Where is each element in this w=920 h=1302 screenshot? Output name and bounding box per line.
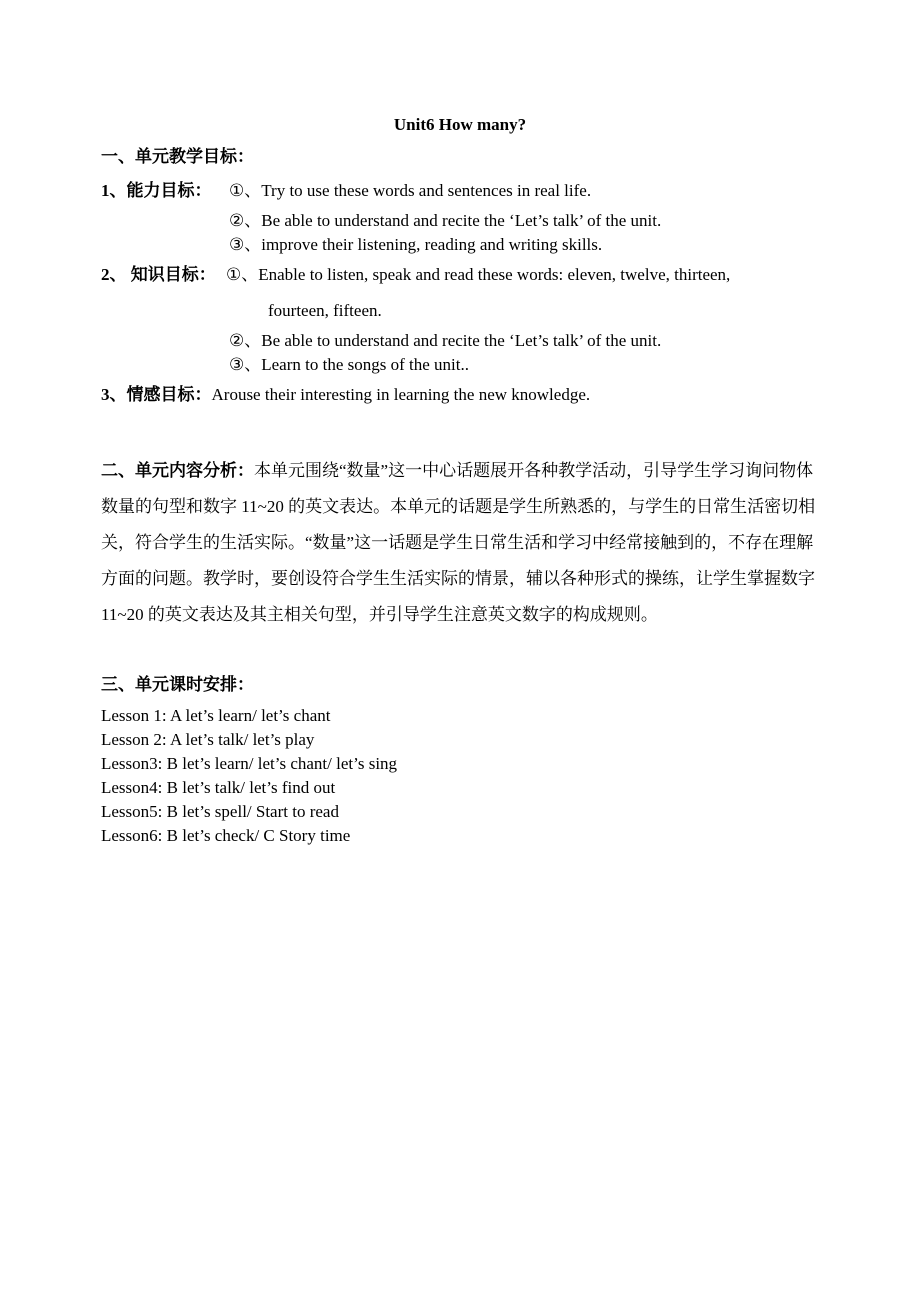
ability-goal-item: ②、Be able to understand and recite the ‘Let’s talk’ of the unit. <box>229 211 662 230</box>
emotion-goal-label: 3、情感目标： <box>101 385 212 404</box>
section1-heading: 一、单元教学目标： <box>101 147 254 166</box>
content-analysis-paragraph <box>101 453 821 633</box>
section2-heading: 二、单元内容分析： <box>101 461 254 480</box>
lesson-item: Lesson3: B let’s learn/ let’s chant/ let’s sing <box>101 754 398 773</box>
knowledge-goal-item: ①、Enable to listen, speak and read these words: eleven, twelve, thirteen, <box>226 265 731 284</box>
lesson-item: Lesson 2: A let’s talk/ let’s play <box>101 730 315 749</box>
lesson-item: Lesson5: B let’s spell/ Start to read <box>101 802 339 821</box>
content-analysis-text: 本单元围绕“数量”这一中心话题展开各种教学活动，引导学生学习询问物体数量的句型和数字 11~20 的英文表达。本单元的话题是学生所熟悉的，与学生的日常生活密切相关，符合学生的生活实际。“数量”这一话题是学生日常生活和学习中经常接触到的，不存在理解方面的问题。教学时，要创设符合学生生活实际的情景，辅以各种形式的操练，让学生掌握数字 11~20 的英文表达及其主相关句型，并引导学生注意英文数字的构成规则。 <box>101 461 816 624</box>
ability-goal-item: ③、improve their listening, reading and writing skills. <box>229 235 603 254</box>
lesson-list <box>101 704 397 848</box>
knowledge-goal-item: ②、Be able to understand and recite the ‘Let’s talk’ of the unit. <box>229 331 662 350</box>
lesson-item: Lesson4: B let’s talk/ let’s find out <box>101 778 336 797</box>
knowledge-goal-label: 2、 知识目标： <box>101 265 216 284</box>
knowledge-goal-item: ③、Learn to the songs of the unit.. <box>229 355 469 374</box>
document-title: Unit6 How many? <box>393 115 527 134</box>
lesson-item: Lesson6: B let’s check/ C Story time <box>101 826 351 845</box>
emotion-goal <box>101 384 590 406</box>
ability-goal-item: ①、Try to use these words and sentences in real life. <box>229 181 592 200</box>
lesson-item: Lesson 1: A let’s learn/ let’s chant <box>101 706 331 725</box>
ability-goal-label: 1、能力目标： <box>101 181 212 200</box>
section3-heading: 三、单元课时安排： <box>101 675 254 694</box>
knowledge-goal-item-continued: fourteen, fifteen. <box>268 301 382 320</box>
emotion-goal-text: Arouse their interesting in learning the new knowledge. <box>211 385 591 404</box>
